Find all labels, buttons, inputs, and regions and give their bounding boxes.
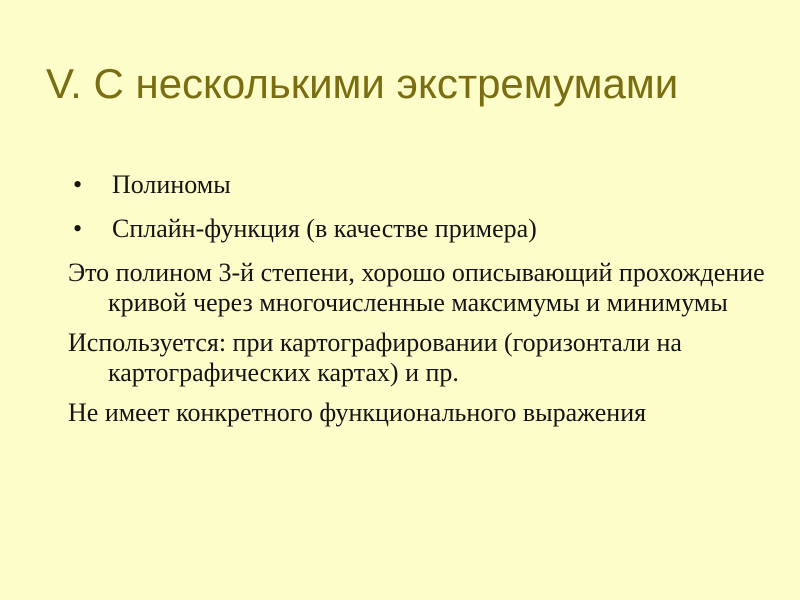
paragraph-usage: Используется: при картографировании (горизонтали на картографических картах) и пр. xyxy=(68,328,682,387)
bullet-text: Сплайн-функция (в качестве примера) xyxy=(112,214,537,243)
paragraph-description: Это полином 3-й степени, хорошо описывающий прохождение кривой через многочисленные максимумы и минимумы xyxy=(68,258,765,317)
bullet-item-polynomials xyxy=(68,170,768,200)
bullet-marker: • xyxy=(73,214,83,243)
bullet-marker: • xyxy=(73,170,83,199)
bullet-list xyxy=(68,170,768,244)
paragraph-no-expression: Не имеет конкретного функционального выражения xyxy=(68,398,647,427)
bullet-text: Полиномы xyxy=(112,170,231,199)
bullet-item-spline xyxy=(68,214,768,244)
slide-title: V. С несколькими экстремумами xyxy=(46,60,679,107)
slide-content xyxy=(68,170,768,438)
